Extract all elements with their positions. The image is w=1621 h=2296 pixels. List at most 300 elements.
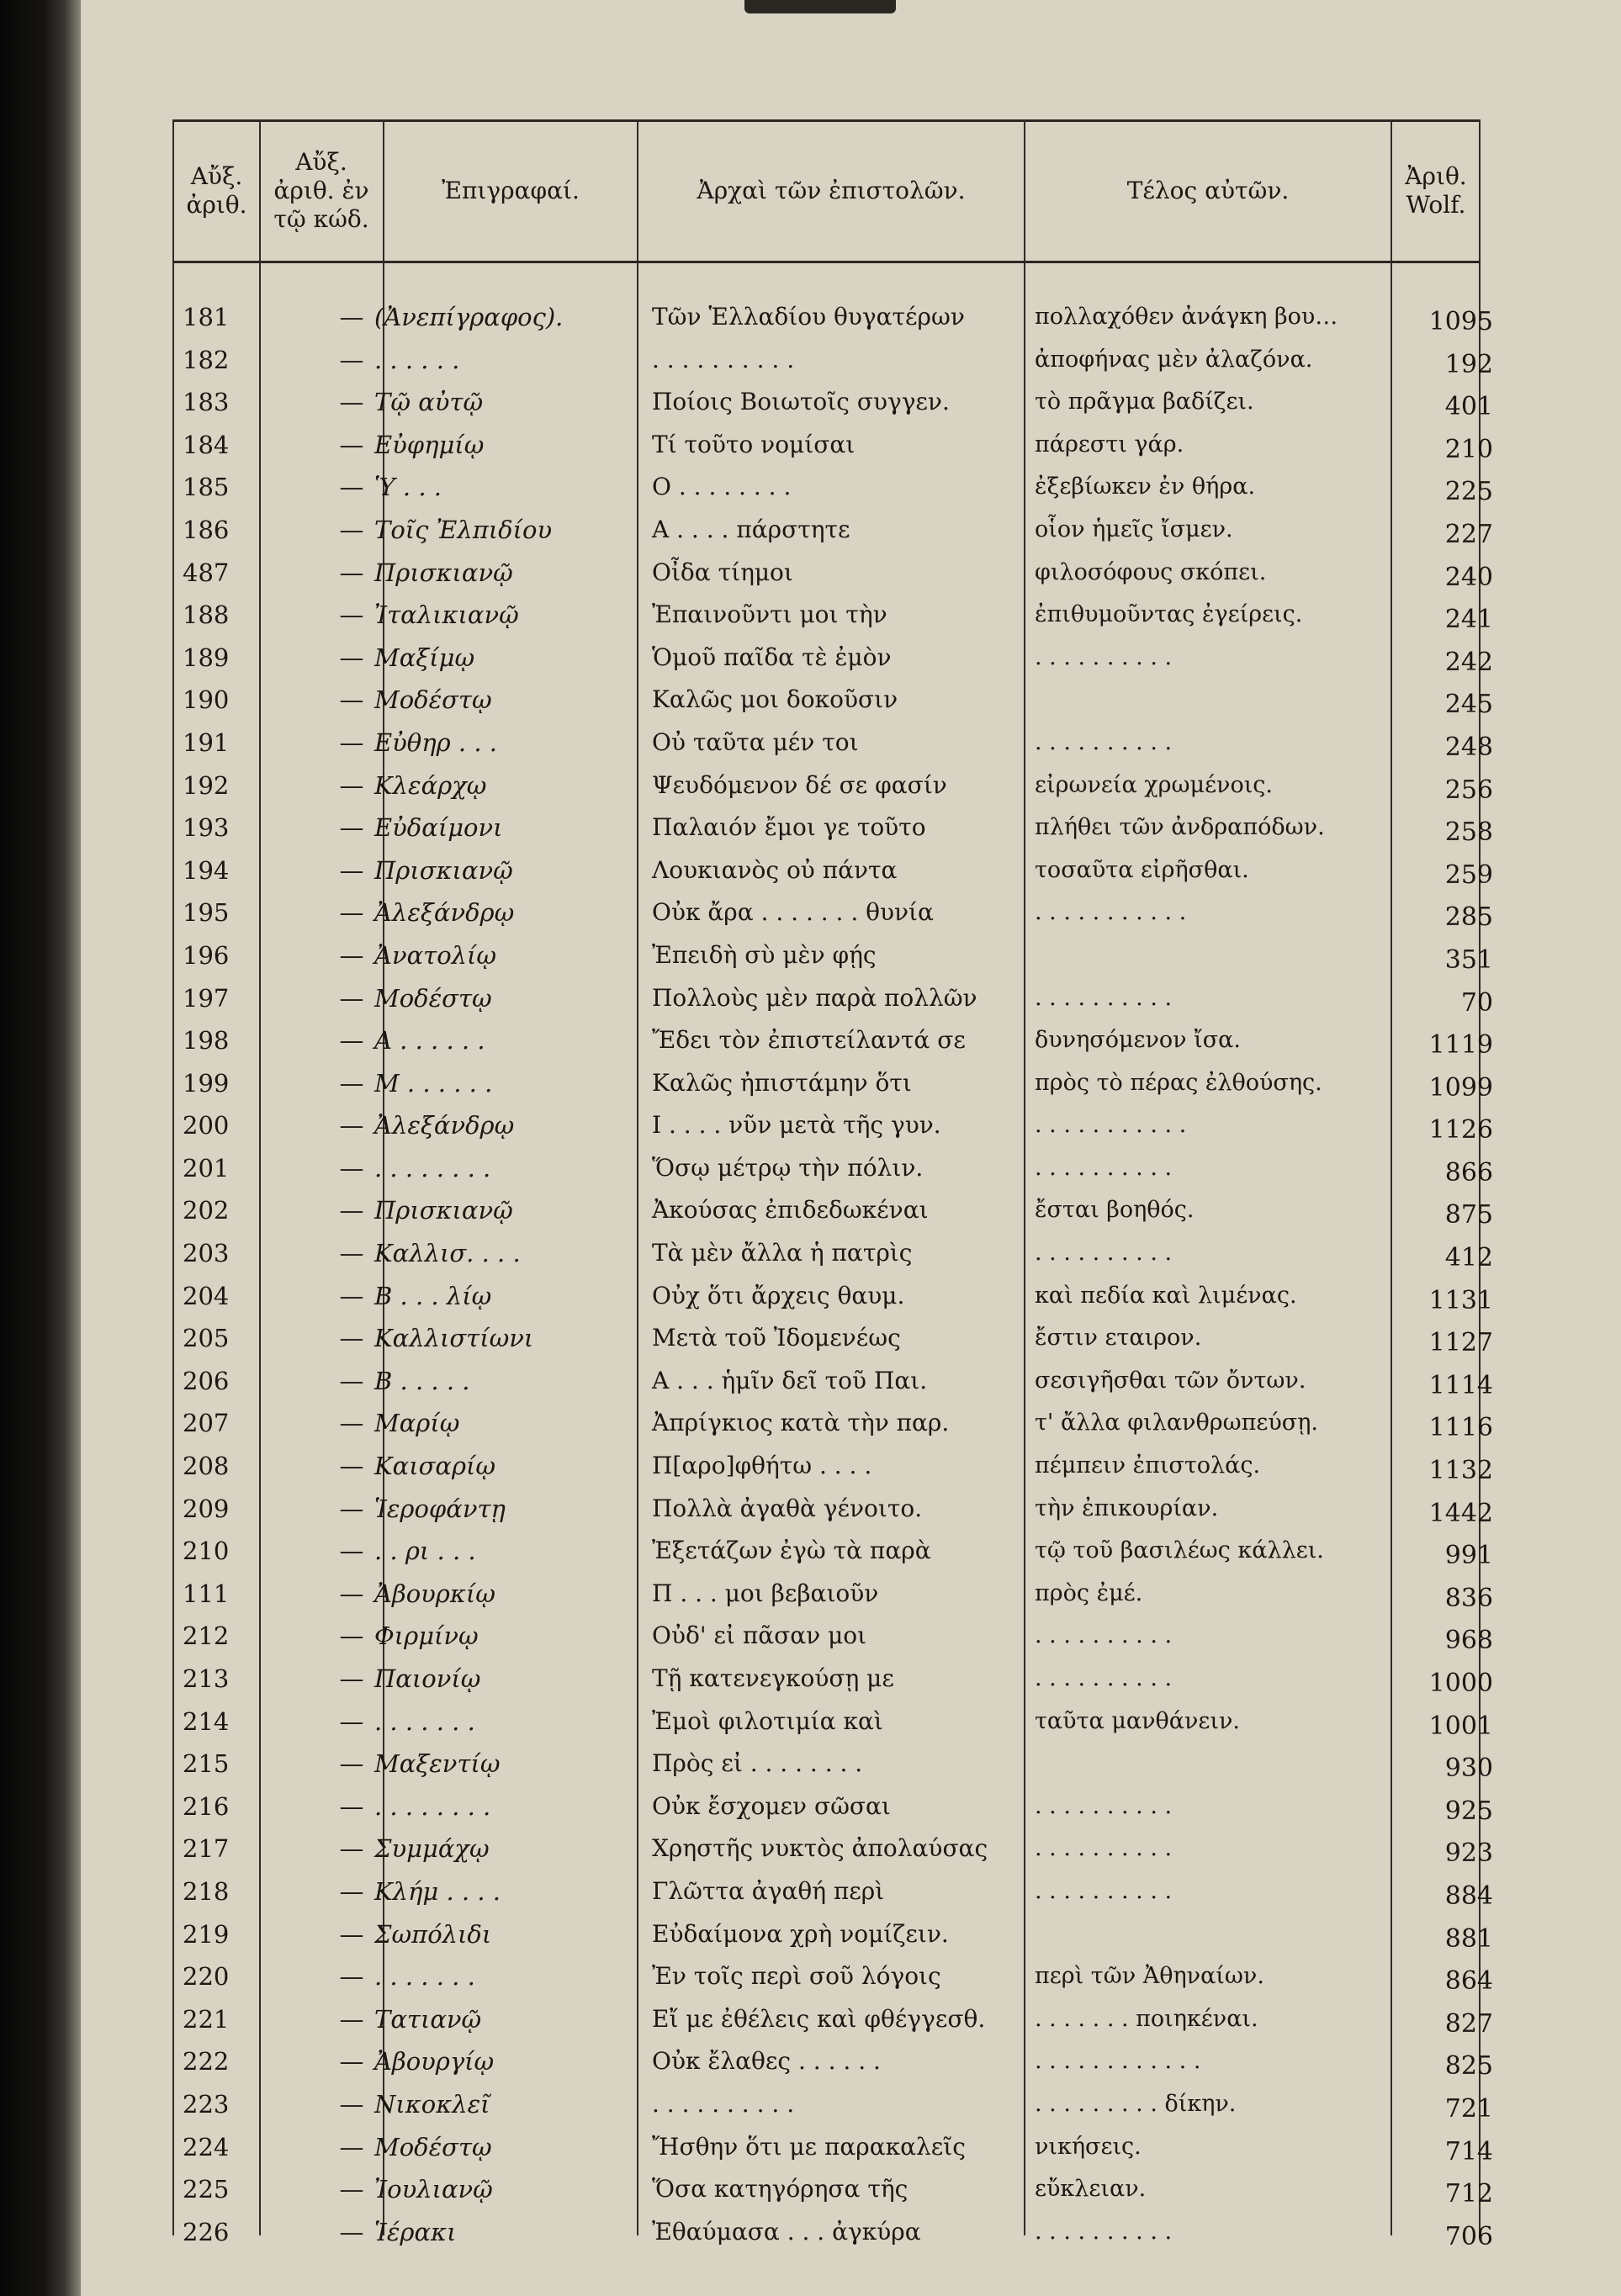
letter-title: Ἀβουρκίῳ xyxy=(374,1579,495,1608)
letter-beginning: Ποίοις Βοιωτοῖς συγγεν. xyxy=(652,388,950,416)
row-number: 218 xyxy=(183,1876,230,1906)
table-row xyxy=(172,1877,1497,1920)
codex-dash: — xyxy=(339,1068,364,1098)
wolf-number: 1119 xyxy=(1428,1030,1493,1061)
letter-beginning: Τῇ κατενεγκούσῃ με xyxy=(652,1664,894,1692)
letter-ending: . . . . . . . . . . xyxy=(1035,1622,1173,1649)
letter-beginning: Οὐχ ὅτι ἄρχεις θαυμ. xyxy=(652,1281,905,1309)
letter-beginning: Ἐξετάζων ἐγὼ τὰ παρὰ xyxy=(652,1537,931,1565)
wolf-number: 1127 xyxy=(1428,1328,1493,1358)
letter-ending: . . . . . . . . . . xyxy=(1035,2218,1173,2245)
letter-ending: πρὸς τὸ πέρας ἐλθούσης. xyxy=(1035,1069,1322,1096)
codex-dash: — xyxy=(339,1706,364,1736)
table-row xyxy=(172,1792,1497,1835)
table-row xyxy=(172,516,1497,558)
row-number: 185 xyxy=(183,473,230,502)
letter-beginning: Πολλὰ ἀγαθὰ γένοιτο. xyxy=(652,1494,923,1522)
row-number: 195 xyxy=(183,898,230,928)
wolf-number: 241 xyxy=(1444,605,1493,635)
codex-dash: — xyxy=(339,1196,364,1225)
row-number: 206 xyxy=(183,1366,230,1395)
page-number-mark xyxy=(744,0,896,13)
table-row xyxy=(172,813,1497,856)
row-number: 183 xyxy=(183,388,230,417)
letter-beginning: Εἴ με ἐθέλεις καὶ φθέγγεσθ. xyxy=(652,2004,986,2033)
codex-dash: — xyxy=(339,430,364,459)
row-number: 181 xyxy=(183,303,230,331)
table-row xyxy=(172,1749,1497,1792)
letter-title: Ἱεροφάντῃ xyxy=(374,1494,506,1523)
table-row xyxy=(172,388,1497,431)
codex-dash: — xyxy=(339,1452,364,1481)
letter-title: Τοῖς Ἐλπιδίου xyxy=(374,515,553,544)
wolf-number: 192 xyxy=(1444,349,1493,379)
letter-title: Πρισκιανῷ xyxy=(374,1196,513,1225)
codex-dash: — xyxy=(339,1239,364,1268)
row-number: 224 xyxy=(183,2132,230,2161)
letter-ending: τὴν ἐπικουρίαν. xyxy=(1035,1495,1219,1521)
letter-beginning: Α . . . . πάρστητε xyxy=(652,515,850,543)
table-row xyxy=(172,2175,1497,2218)
codex-dash: — xyxy=(339,345,364,374)
wolf-number: 225 xyxy=(1444,477,1493,507)
letter-beginning: Ἐπαινοῦντι μοι τὴν xyxy=(652,600,887,629)
row-number: 188 xyxy=(183,600,230,630)
letter-beginning: Ἐθαύμασα . . . ἀγκύρα xyxy=(652,2217,921,2246)
letter-title: . . . . . . xyxy=(374,345,460,374)
letter-title: Β . . . . . xyxy=(374,1366,470,1395)
codex-dash: — xyxy=(339,983,364,1013)
table-row xyxy=(172,1664,1497,1707)
wolf-number: 1132 xyxy=(1428,1456,1493,1486)
table-row xyxy=(172,1579,1497,1622)
letter-title: . . . . . . . . xyxy=(374,1791,491,1821)
wolf-number: 721 xyxy=(1444,2093,1493,2124)
table-row xyxy=(172,771,1497,814)
table-row xyxy=(172,1026,1497,1069)
letter-title: Ἀβουργίῳ xyxy=(374,2047,495,2076)
letter-beginning: Καλῶς μοι δοκοῦσιν xyxy=(652,685,898,714)
row-number: 191 xyxy=(183,727,230,757)
row-number: 186 xyxy=(183,515,230,544)
letter-title: Μαξίμῳ xyxy=(374,643,475,672)
codex-dash: — xyxy=(339,898,364,928)
header-col-titles: Ἐπιγραφαί. xyxy=(442,177,580,204)
codex-dash: — xyxy=(339,1153,364,1182)
letter-title: Τῷ αὐτῷ xyxy=(374,388,484,417)
wolf-number: 256 xyxy=(1444,775,1493,805)
row-number: 209 xyxy=(183,1494,230,1523)
codex-dash: — xyxy=(339,1537,364,1566)
codex-dash: — xyxy=(339,1579,364,1608)
wolf-number: 401 xyxy=(1444,392,1493,422)
wolf-number: 259 xyxy=(1444,860,1493,890)
codex-dash: — xyxy=(339,940,364,970)
header-col-codex-number: Αὔξ. ἀριθ. ἐν τῷ κώδ. xyxy=(273,148,369,233)
letter-title: Μ . . . . . . xyxy=(374,1068,493,1098)
letter-beginning: Εὐδαίμονα χρὴ νομίζειν. xyxy=(652,1919,949,1948)
wolf-number: 712 xyxy=(1444,2179,1493,2209)
row-number: 200 xyxy=(183,1111,230,1140)
row-number: 201 xyxy=(183,1153,230,1182)
codex-dash: — xyxy=(339,727,364,757)
codex-dash: — xyxy=(339,855,364,885)
letters-table xyxy=(172,108,1497,2252)
wolf-number: 210 xyxy=(1444,434,1493,464)
letter-beginning: Χρηστῆς νυκτὸς ἀπολαύσας xyxy=(652,1834,988,1863)
wolf-number: 1126 xyxy=(1428,1115,1493,1145)
table-row xyxy=(172,1282,1497,1325)
wolf-number: 991 xyxy=(1444,1541,1493,1571)
letter-title: Καισαρίῳ xyxy=(374,1452,496,1481)
letter-beginning: Οὐκ ἄρα . . . . . . . θυνία xyxy=(652,898,934,927)
wolf-number: 827 xyxy=(1444,2008,1493,2039)
letter-ending: . . . . . . . . . δίκην. xyxy=(1035,2090,1237,2117)
letter-ending: . . . . . . . . . . xyxy=(1035,728,1173,755)
letter-title: Μαξεντίῳ xyxy=(374,1749,501,1779)
table-row xyxy=(172,1537,1497,1579)
table-top-rule xyxy=(172,119,1481,122)
letter-ending: . . . . . . . . . . . . xyxy=(1035,2048,1201,2075)
letter-title: Β . . . λίῳ xyxy=(374,1281,492,1310)
letter-ending: . . . . . . . . . . xyxy=(1035,1240,1173,1267)
letter-title: Πρισκιανῷ xyxy=(374,855,513,885)
letter-ending: εἰρωνεία χρωμένοις. xyxy=(1035,771,1274,798)
letter-beginning: Ἐν τοῖς περὶ σοῦ λόγοις xyxy=(652,1962,941,1991)
wolf-number: 248 xyxy=(1444,732,1493,762)
table-row xyxy=(172,1452,1497,1495)
codex-dash: — xyxy=(339,685,364,715)
table-row xyxy=(172,898,1497,941)
wolf-number: 1099 xyxy=(1428,1072,1493,1103)
letter-ending: . . . . . . . . . . . xyxy=(1035,1112,1187,1139)
codex-dash: — xyxy=(339,1834,364,1864)
table-row xyxy=(172,1239,1497,1282)
codex-dash: — xyxy=(339,813,364,843)
letter-beginning: Ἐμοὶ φιλοτιμία καὶ xyxy=(652,1706,883,1735)
table-row xyxy=(172,1834,1497,1877)
letter-title: Α . . . . . . xyxy=(374,1026,485,1055)
row-number: 111 xyxy=(183,1579,230,1608)
letter-beginning: Μετὰ τοῦ Ἰδομενέως xyxy=(652,1324,901,1352)
letter-ending: ἐξεβίωκεν ἐν θήρα. xyxy=(1035,473,1256,500)
codex-dash: — xyxy=(339,558,364,587)
letter-ending: τοσαῦτα εἰρῆσθαι. xyxy=(1035,856,1249,883)
row-number: 193 xyxy=(183,813,230,843)
table-row xyxy=(172,2047,1497,2090)
letter-ending: . . . . . . . . . . xyxy=(1035,1835,1173,1862)
letter-beginning: Ἔδει τὸν ἐπιστείλαντά σε xyxy=(652,1026,966,1055)
row-number: 202 xyxy=(183,1196,230,1225)
row-number: 215 xyxy=(183,1749,230,1779)
wolf-number: 1131 xyxy=(1428,1285,1493,1315)
table-row xyxy=(172,2133,1497,2176)
header-col-wolf: Ἀριθ. Wolf. xyxy=(1405,162,1467,219)
letter-title: Πρισκιανῷ xyxy=(374,558,513,587)
table-row xyxy=(172,1111,1497,1154)
letter-beginning: Πρὸς εἰ . . . . . . . . xyxy=(652,1749,863,1778)
codex-dash: — xyxy=(339,1111,364,1140)
letter-title: Ἰταλικιανῷ xyxy=(374,600,519,630)
letter-title: Κλήμ . . . . xyxy=(374,1876,501,1906)
wolf-number: 1095 xyxy=(1428,307,1493,336)
table-row xyxy=(172,1409,1497,1452)
letter-title: Σωπόλιδι xyxy=(374,1919,492,1949)
table-row xyxy=(172,303,1497,346)
letter-title: . . . . . . . xyxy=(374,1962,475,1992)
book-spine-shadow xyxy=(0,0,81,2296)
letter-ending: ἔστιν εταιρον. xyxy=(1035,1325,1202,1352)
codex-dash: — xyxy=(339,1409,364,1438)
table-row xyxy=(172,1920,1497,1963)
table-row xyxy=(172,1069,1497,1112)
wolf-number: 227 xyxy=(1444,519,1493,549)
letter-title: Μαρίῳ xyxy=(374,1409,460,1438)
letter-ending: πρὸς ἐμέ. xyxy=(1035,1579,1143,1606)
row-number: 197 xyxy=(183,983,230,1013)
letter-title: Ἀλεξάνδρῳ xyxy=(374,898,515,928)
letter-title: . . . . . . . xyxy=(374,1706,475,1736)
row-number: 198 xyxy=(183,1026,230,1055)
table-row xyxy=(172,1707,1497,1750)
codex-dash: — xyxy=(339,473,364,502)
wolf-number: 923 xyxy=(1444,1838,1493,1869)
letter-title: Κλεάρχῳ xyxy=(374,770,487,800)
letter-ending: . . . . . . . . . . xyxy=(1035,643,1173,670)
codex-dash: — xyxy=(339,1026,364,1055)
letter-beginning: Ἤσθην ὅτι με παρακαλεῖς xyxy=(652,2132,966,2161)
letter-ending: τ' ἄλλα φιλανθρωπεύσῃ. xyxy=(1035,1410,1318,1436)
letter-title: Μοδέστῳ xyxy=(374,685,492,715)
letter-beginning: Ι . . . . νῦν μετὰ τῆς γυν. xyxy=(652,1111,941,1140)
table-row xyxy=(172,2218,1497,2261)
wolf-number: 412 xyxy=(1444,1243,1493,1273)
letter-ending: . . . . . . . . . . xyxy=(1035,1665,1173,1691)
letter-beginning: Γλῶττα ἀγαθή περὶ xyxy=(652,1876,885,1905)
row-number: 207 xyxy=(183,1409,230,1438)
letter-beginning: Α . . . ἡμῖν δεῖ τοῦ Παι. xyxy=(652,1366,928,1394)
codex-dash: — xyxy=(339,1876,364,1906)
codex-dash: — xyxy=(339,2089,364,2119)
codex-dash: — xyxy=(339,1494,364,1523)
letter-beginning: Π . . . μοι βεβαιοῦν xyxy=(652,1579,879,1607)
wolf-number: 351 xyxy=(1444,944,1493,975)
letter-ending: νικήσεις. xyxy=(1035,2133,1142,2160)
row-number: 184 xyxy=(183,430,230,459)
row-number: 213 xyxy=(183,1664,230,1693)
letter-ending: ταῦτα μανθάνειν. xyxy=(1035,1707,1241,1734)
letter-title: Μοδέστῳ xyxy=(374,983,492,1013)
wolf-number: 864 xyxy=(1444,1966,1493,1997)
letter-beginning: Οὐκ ἔσχομεν σῶσαι xyxy=(652,1791,891,1820)
table-row xyxy=(172,643,1497,686)
letter-ending: ἀποφήνας μὲν ἀλαζόνα. xyxy=(1035,346,1313,373)
letter-title: Παιονίῳ xyxy=(374,1664,481,1693)
table-row xyxy=(172,558,1497,601)
letter-ending: φιλοσόφους σκόπει. xyxy=(1035,558,1267,585)
codex-dash: — xyxy=(339,1791,364,1821)
codex-dash: — xyxy=(339,388,364,417)
wolf-number: 884 xyxy=(1444,1881,1493,1911)
letter-ending: . . . . . . . . . . . xyxy=(1035,899,1187,926)
table-row xyxy=(172,1367,1497,1410)
letter-title: Ἰουλιανῷ xyxy=(374,2175,493,2204)
wolf-number: 242 xyxy=(1444,647,1493,677)
table-row xyxy=(172,600,1497,643)
wolf-number: 925 xyxy=(1444,1796,1493,1826)
letter-ending: δυνησόμενον ἴσα. xyxy=(1035,1027,1241,1054)
letter-title: (Ἀνεπίγραφος). xyxy=(374,303,564,331)
codex-dash: — xyxy=(339,1324,364,1353)
codex-dash: — xyxy=(339,1664,364,1693)
table-row xyxy=(172,431,1497,473)
letter-beginning: Πολλοὺς μὲν παρὰ πολλῶν xyxy=(652,983,977,1012)
wolf-number: 825 xyxy=(1444,2051,1493,2082)
wolf-number: 70 xyxy=(1460,987,1493,1018)
letter-title: Μοδέστῳ xyxy=(374,2132,492,2161)
row-number: 189 xyxy=(183,643,230,672)
row-number: 196 xyxy=(183,940,230,970)
wolf-number: 1001 xyxy=(1428,1711,1493,1741)
wolf-number: 245 xyxy=(1444,690,1493,720)
wolf-number: 836 xyxy=(1444,1583,1493,1613)
letter-beginning: Ψευδόμενον δέ σε φασίν xyxy=(652,770,947,799)
letter-ending: καὶ πεδία καὶ λιμένας. xyxy=(1035,1282,1297,1309)
row-number: 182 xyxy=(183,345,230,374)
row-number: 194 xyxy=(183,855,230,885)
letter-beginning: Τί τοῦτο νομίσαι xyxy=(652,430,856,458)
row-number: 216 xyxy=(183,1791,230,1821)
row-number: 210 xyxy=(183,1537,230,1566)
codex-dash: — xyxy=(339,1962,364,1992)
letter-title: Εὐδαίμονι xyxy=(374,813,503,843)
letter-title: Συμμάχῳ xyxy=(374,1834,490,1864)
letter-ending: . . . . . . . . . . xyxy=(1035,1792,1173,1819)
letter-beginning: Οἶδα τίημοι xyxy=(652,558,793,586)
letter-ending: πάρεστι γάρ. xyxy=(1035,431,1184,458)
wolf-number: 1442 xyxy=(1428,1498,1493,1528)
table-row xyxy=(172,984,1497,1027)
row-number: 219 xyxy=(183,1919,230,1949)
table-row xyxy=(172,856,1497,899)
wolf-number: 285 xyxy=(1444,902,1493,933)
wolf-number: 875 xyxy=(1444,1200,1493,1230)
letter-title: Φιρμίνῳ xyxy=(374,1621,479,1651)
letter-title: Τατιανῷ xyxy=(374,2004,482,2034)
codex-dash: — xyxy=(339,2004,364,2034)
codex-dash: — xyxy=(339,770,364,800)
letter-beginning: Λουκιανὸς οὐ πάντα xyxy=(652,855,898,884)
letter-ending: περὶ τῶν Ἀθηναίων. xyxy=(1035,1963,1264,1990)
table-row xyxy=(172,1621,1497,1664)
codex-dash: — xyxy=(339,515,364,544)
codex-dash: — xyxy=(339,1281,364,1310)
codex-dash: — xyxy=(339,2047,364,2076)
codex-dash: — xyxy=(339,2217,364,2246)
table-row xyxy=(172,1196,1497,1239)
row-number: 214 xyxy=(183,1706,230,1736)
row-number: 222 xyxy=(183,2047,230,2076)
row-number: 203 xyxy=(183,1239,230,1268)
table-row xyxy=(172,728,1497,771)
codex-dash: — xyxy=(339,2175,364,2204)
letter-title: Καλλισ. . . . xyxy=(374,1239,521,1268)
letter-title: Ἱέρακι xyxy=(374,2217,457,2246)
table-row xyxy=(172,685,1497,728)
letter-ending: οἷον ἡμεῖς ἴσμεν. xyxy=(1035,516,1233,542)
row-number: 225 xyxy=(183,2175,230,2204)
letter-beginning: Οὐδ' εἰ πᾶσαν μοι xyxy=(652,1621,867,1650)
letter-beginning: Οὐκ ἔλαθες . . . . . . xyxy=(652,2047,881,2076)
row-number: 192 xyxy=(183,770,230,800)
letter-beginning: Ἐπειδὴ σὺ μὲν φῄς xyxy=(652,940,877,969)
table-row xyxy=(172,1495,1497,1537)
table-row xyxy=(172,1154,1497,1197)
header-col-beginnings: Ἀρχαὶ τῶν ἐπιστολῶν. xyxy=(697,177,966,204)
letter-beginning: . . . . . . . . . . xyxy=(652,2089,795,2118)
row-number: 223 xyxy=(183,2089,230,2119)
letter-beginning: Π[αρο]φθήτω . . . . xyxy=(652,1452,872,1480)
row-number: 205 xyxy=(183,1324,230,1353)
letter-beginning: Τὰ μὲν ἄλλα ἡ πατρὶς xyxy=(652,1239,913,1267)
letter-beginning: Παλαιόν ἔμοι γε τοῦτο xyxy=(652,813,926,842)
letter-ending: σεσιγῆσθαι τῶν ὄντων. xyxy=(1035,1367,1306,1394)
header-col-number: Αὔξ. ἀριθ. xyxy=(186,162,247,219)
letter-title: Εὐφημίῳ xyxy=(374,430,485,459)
letter-ending: πλήθει τῶν ἀνδραπόδων. xyxy=(1035,814,1325,841)
letter-beginning: Ὅσῳ μέτρῳ τὴν πόλιν. xyxy=(652,1153,924,1182)
codex-dash: — xyxy=(339,1621,364,1651)
wolf-number: 1114 xyxy=(1428,1370,1493,1400)
row-number: 208 xyxy=(183,1452,230,1481)
row-number: 190 xyxy=(183,685,230,715)
letter-ending: ἐπιθυμοῦντας ἐγείρεις. xyxy=(1035,601,1303,628)
letter-beginning: Καλῶς ἠπιστάμην ὅτι xyxy=(652,1068,912,1097)
letter-title: Καλλιστίωνι xyxy=(374,1324,534,1353)
codex-dash: — xyxy=(339,1919,364,1949)
letter-ending: εὔκλειαν. xyxy=(1035,2176,1147,2203)
table-row xyxy=(172,346,1497,389)
letter-ending: ἔσται βοηθός. xyxy=(1035,1197,1195,1224)
letter-beginning: Τῶν Ἑλλαδίου θυγατέρων xyxy=(652,303,965,331)
table-row xyxy=(172,1324,1497,1367)
letter-title: . . . . . . . . xyxy=(374,1153,491,1182)
letter-beginning: . . . . . . . . . . xyxy=(652,345,795,373)
letter-beginning: Ἀπρίγκιος κατὰ τὴν παρ. xyxy=(652,1409,950,1437)
wolf-number: 258 xyxy=(1444,817,1493,848)
row-number: 221 xyxy=(183,2004,230,2034)
codex-dash: — xyxy=(339,1749,364,1779)
table-row xyxy=(172,941,1497,984)
letter-ending: . . . . . . . . . . xyxy=(1035,1154,1173,1181)
codex-dash: — xyxy=(339,1366,364,1395)
wolf-number: 866 xyxy=(1444,1157,1493,1188)
letter-ending: πολλαχόθεν ἀνάγκη βου… xyxy=(1035,304,1338,330)
wolf-number: 240 xyxy=(1444,562,1493,592)
row-number: 199 xyxy=(183,1068,230,1098)
letter-beginning: Οὐ ταῦτα μέν τοι xyxy=(652,727,859,756)
table-row xyxy=(172,1962,1497,2005)
header-col-endings: Τέλος αὐτῶν. xyxy=(1126,177,1290,204)
table-row xyxy=(172,2005,1497,2048)
letter-ending: τῷ τοῦ βασιλέως κάλλει. xyxy=(1035,1537,1324,1564)
table-body xyxy=(172,303,1497,2260)
letter-title: Εὐθηρ . . . xyxy=(374,727,497,757)
wolf-number: 714 xyxy=(1444,2136,1493,2166)
row-number: 487 xyxy=(183,558,230,587)
letter-title: . . ρι . . . xyxy=(374,1537,476,1566)
letter-title: Ἀλεξάνδρῳ xyxy=(374,1111,515,1140)
